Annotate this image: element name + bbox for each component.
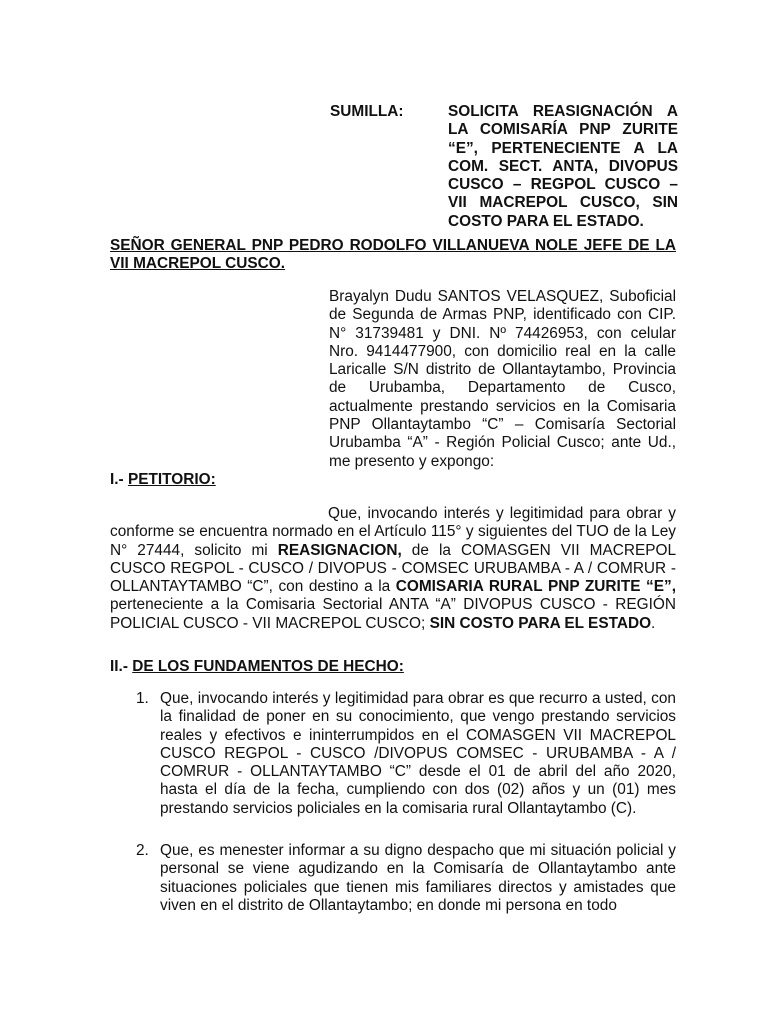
section-heading-fundamentos bbox=[110, 658, 404, 676]
petition-paragraph bbox=[110, 505, 676, 633]
list-item-text: Que, es menester informar a su digno despacho que mi situación policial y personal se viene agudizando en la Comisaría de Ollantaytambo ante situaciones policiales que tienen mis familiares directos y amistades que viven en el distrito de Ollantaytambo; en donde mi persona en todo bbox=[160, 842, 676, 914]
petition-bold: SIN COSTO PARA EL ESTADO bbox=[429, 614, 652, 632]
list-item bbox=[136, 842, 676, 915]
list-item-number: 1. bbox=[136, 690, 149, 707]
section-heading-petitorio bbox=[110, 471, 216, 489]
petition-text: de la COMASGEN VII MACREPOL CUSCO REGPOL - CUSCO / DIVOPUS - COMSEC URUBAMBA - A / COMRUR - OLLANTAYTAMBO “C”, con destino a la bbox=[110, 541, 677, 596]
section-prefix: II.- bbox=[110, 658, 133, 675]
sumilla-label: SUMILLA: bbox=[330, 103, 404, 120]
petition-text: . bbox=[651, 614, 656, 632]
sumilla-text: SOLICITA REASIGNACIÓN A LA COMISARÍA PNP ZURITE “E”, PERTENECIENTE A LA COM. SECT. ANTA, DIVOPUS CUSCO – REGPOL CUSCO – VII MACREPOL CUSCO, SIN COSTO PARA EL ESTADO. bbox=[448, 103, 678, 230]
petition-bold: REASIGNACION, bbox=[277, 541, 402, 559]
facts-list-item-2 bbox=[136, 842, 676, 915]
facts-list-item-1 bbox=[136, 690, 676, 818]
list-item bbox=[136, 690, 676, 818]
petition-text: perteneciente a la Comisaria Sectorial ANTA “A” DIVOPUS CUSCO - REGIÓN POLICIAL CUSCO - VII MACREPOL CUSCO; bbox=[110, 596, 676, 632]
petition-text: Que, invocando interés y legitimidad para obrar y conforme se encuentra normado en el Artículo 115° y siguientes del TUO de la Ley N° 27444, solicito mi bbox=[110, 505, 676, 559]
section-prefix: I.- bbox=[110, 471, 128, 488]
addressee: SEÑOR GENERAL PNP PEDRO RODOLFO VILLANUEVA NOLE JEFE DE LA VII MACREPOL CUSCO. bbox=[110, 237, 676, 273]
sumilla-block bbox=[330, 103, 678, 231]
list-item-text: Que, invocando interés y legitimidad para obrar es que recurro a usted, con la finalidad de poner en su conocimiento, que vengo prestando servicios reales y efectivos e ininterrumpidos en el COMASGEN VII MACREPOL CUSCO REGPOL - CUSCO /DIVOPUS COMSEC - URUBAMBA - A / COMRUR - OLLANTAYTAMBO “C” desde el 01 de abril del año 2020, hasta el día de la fecha, cumpliendo con dos (02) años y un (01) mes prestando servicios policiales en la comisaria rural Ollantaytambo (C). bbox=[160, 690, 676, 817]
list-item-number: 2. bbox=[136, 842, 149, 859]
intro-paragraph: Brayalyn Dudu SANTOS VELASQUEZ, Suboficial de Segunda de Armas PNP, identificado con CIP. N° 31739481 y DNI. Nº 74426953, con celular Nro. 9414477900, con domicilio real en la calle Laricalle S/N distrito de Ollantaytambo, Provincia de Urubamba, Departamento de Cusco, actualmente prestando servicios en la Comisaria PNP Ollantaytambo “C” – Comisaría Sectorial Urubamba “A” - Región Policial Cusco; ante Ud., me presento y expongo: bbox=[329, 288, 676, 470]
section-title: PETITORIO: bbox=[127, 471, 216, 488]
section-title: DE LOS FUNDAMENTOS DE HECHO: bbox=[132, 658, 404, 675]
petition-bold: COMISARIA RURAL PNP ZURITE “E”, bbox=[395, 578, 676, 596]
